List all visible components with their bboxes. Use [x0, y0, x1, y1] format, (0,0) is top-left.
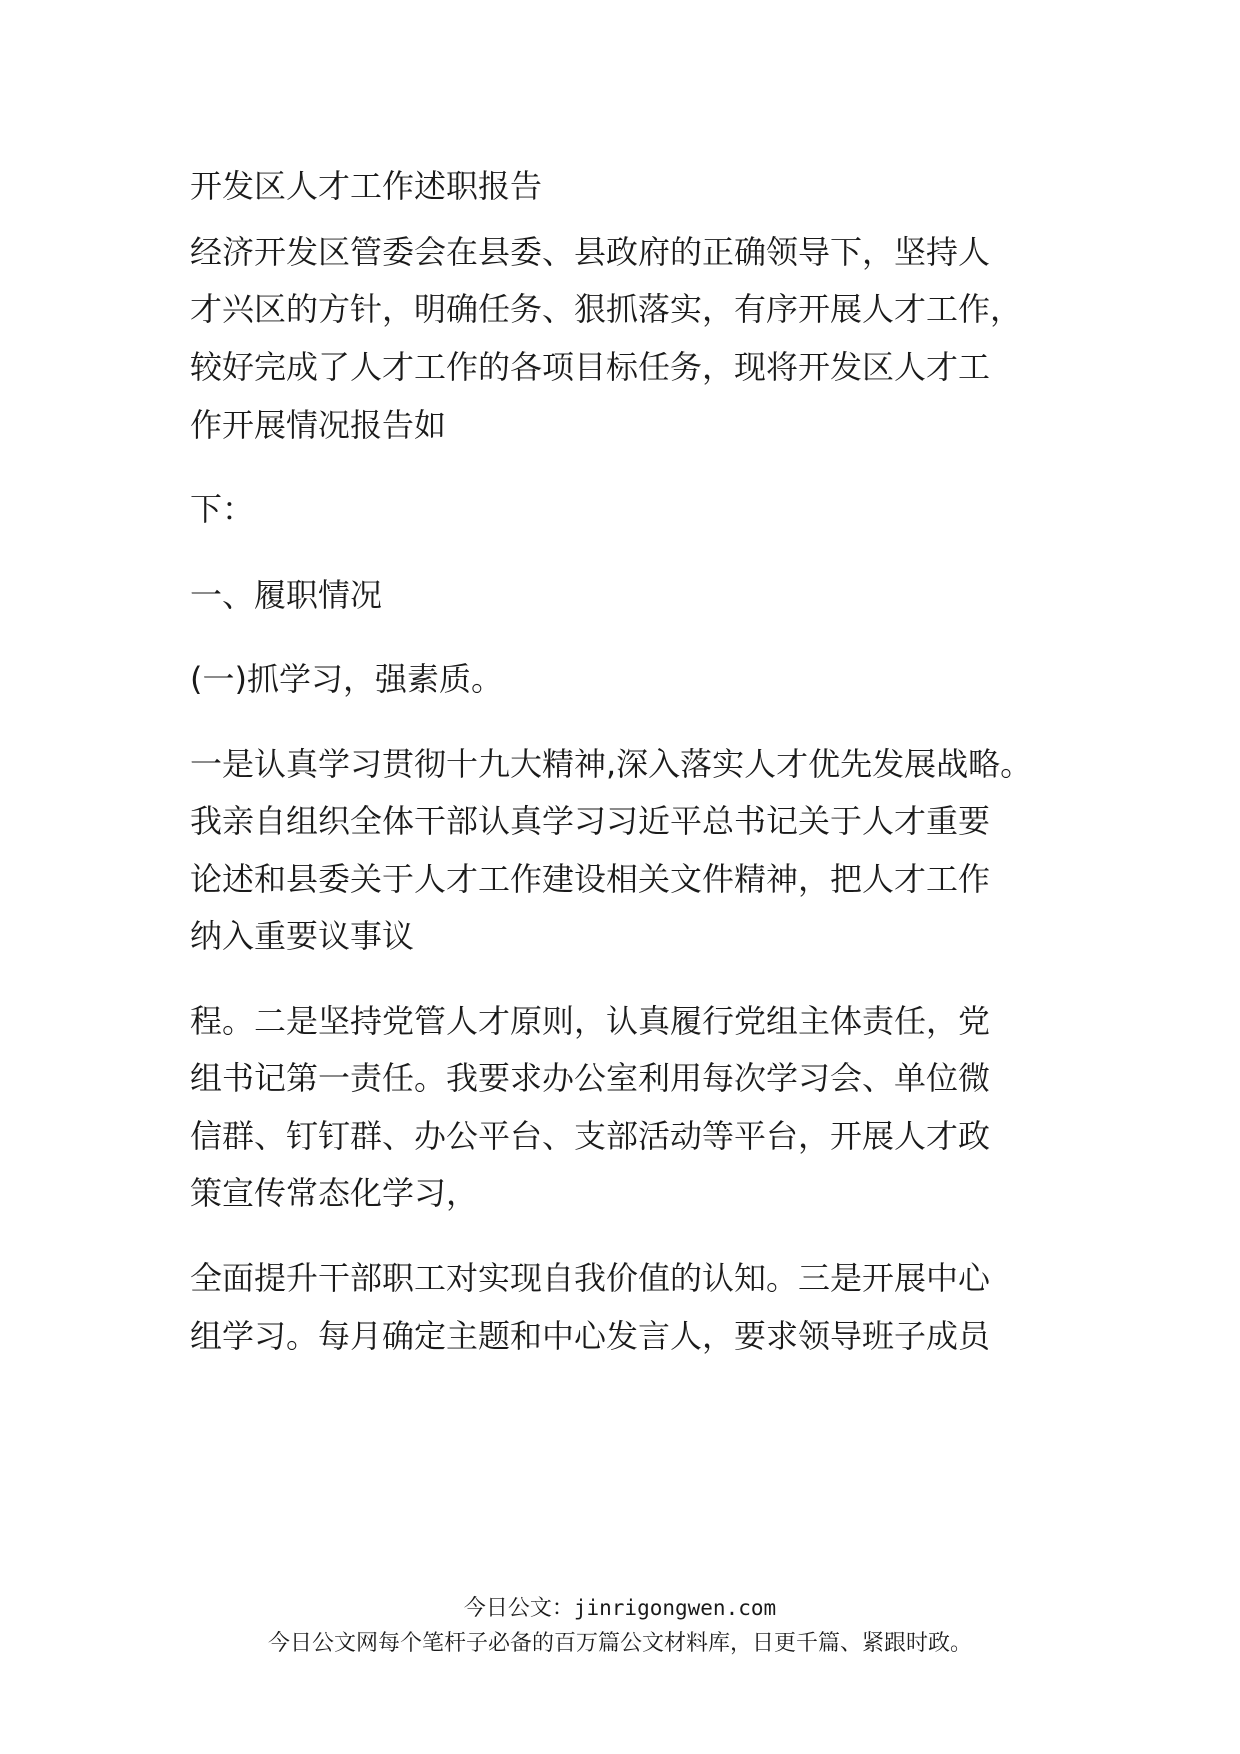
text-line: 才兴区的方针，明确任务、狠抓落实，有序开展人才工作， [190, 290, 1023, 328]
text-line: 经济开发区管委会在县委、县政府的正确领导下，坚持人 [190, 233, 991, 271]
text-line: 组学习。每月确定主题和中心发言人，要求领导班子成员 [190, 1317, 991, 1355]
text-line: 信群、钉钉群、办公平台、支部活动等平台，开展人才政 [190, 1117, 991, 1155]
text-line: 策宣传常态化学习， [190, 1174, 479, 1212]
text-line: 程。二是坚持党管人才原则，认真履行党组主体责任，党 [190, 1002, 991, 1040]
footer-slogan: 今日公文网每个笔杆子必备的百万篇公文材料库，日更千篇、紧跟时政。 [267, 1631, 972, 1656]
footer-site [0, 1593, 1240, 1624]
text-line: 下： [190, 490, 255, 528]
footer-site-label: 今日公文： [463, 1596, 574, 1621]
text-line: 论述和县委关于人才工作建设相关文件精神，把人才工作 [190, 860, 991, 898]
footer-site-url[interactable]: jinrigongwen.com [573, 1596, 777, 1620]
section-heading: 一、履职情况 [190, 576, 383, 614]
text-line: 一是认真学习贯彻十九大精神,深入落实人才优先发展战略。 [190, 745, 1033, 783]
text-line: 我亲自组织全体干部认真学习习近平总书记关于人才重要 [190, 802, 991, 840]
document-title: 开发区人才工作述职报告 [190, 167, 543, 205]
subsection-heading: (一)抓学习，强素质。 [190, 660, 503, 698]
text-line: 组书记第一责任。我要求办公室利用每次学习会、单位微 [190, 1059, 991, 1097]
text-line: 全面提升干部职工对实现自我价值的认知。三是开展中心 [190, 1259, 991, 1297]
text-line: 较好完成了人才工作的各项目标任务，现将开发区人才工 [190, 348, 991, 386]
text-line: 作开展情况报告如 [190, 406, 447, 444]
text-line: 纳入重要议事议 [190, 917, 415, 955]
